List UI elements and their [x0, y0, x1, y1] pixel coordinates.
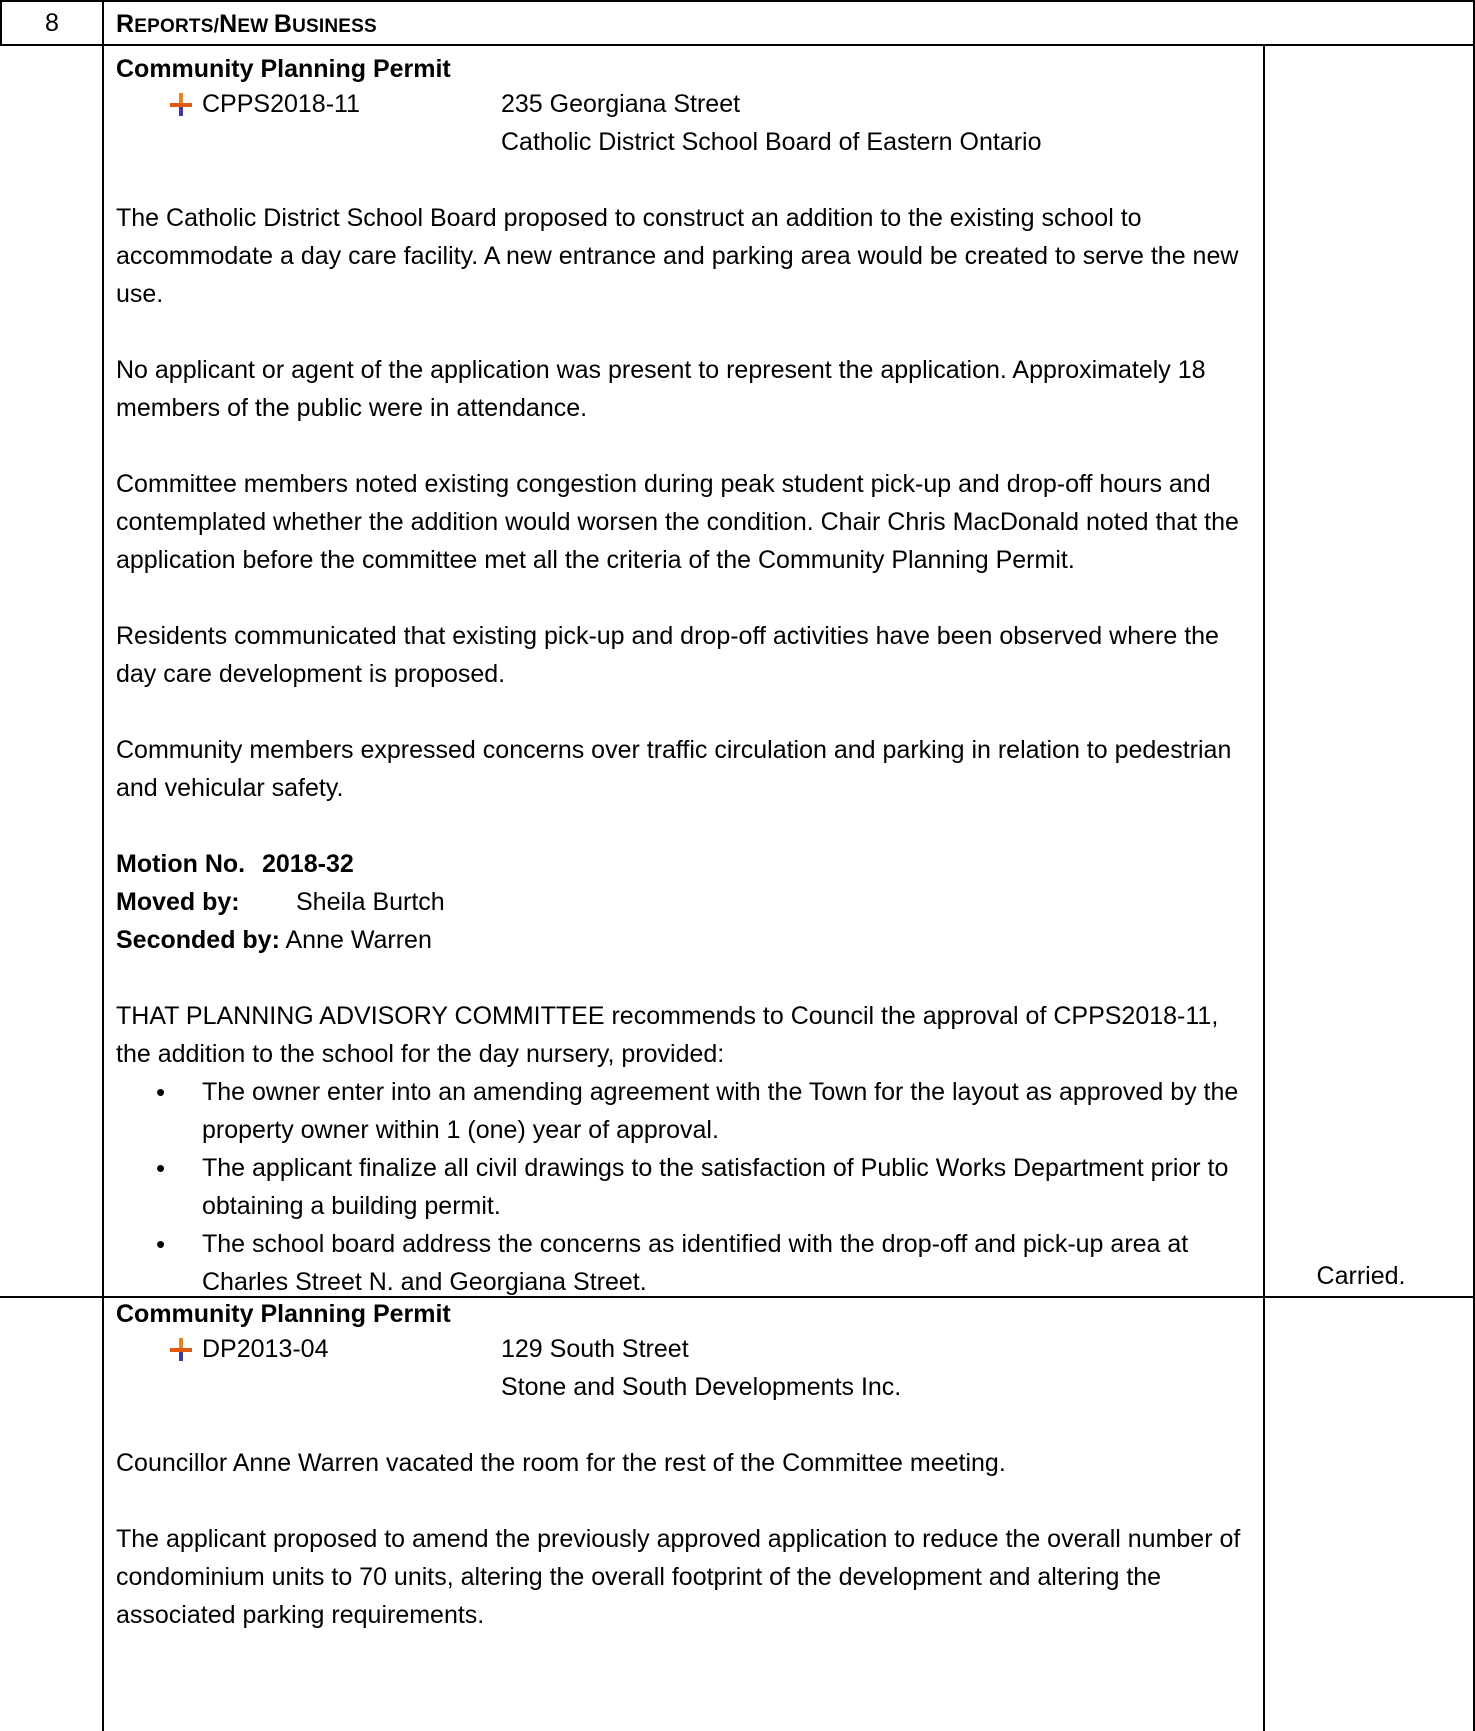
paragraph: Residents communicated that existing pick-up and drop-off activities have been observed where the day care development is proposed. — [116, 622, 1219, 688]
paragraph: Community members expressed concerns over traffic circulation and parking in relation to pedestrian and vehicular safety. — [116, 736, 1232, 802]
motion-number-row: Motion No. 2018-32 — [116, 850, 354, 878]
status-column-rule — [1263, 46, 1265, 1731]
section-title: REPORTS/NEW BUSINESS — [116, 10, 377, 38]
permit-row — [116, 1330, 1251, 1368]
permit-code: CPPS2018-11 — [202, 90, 360, 118]
applicant-row — [116, 123, 1251, 161]
header-bottom-rule — [0, 44, 1475, 46]
agenda-item-cpps2018-11 — [116, 53, 1251, 1301]
agenda-item-dp2013-04 — [116, 1298, 1251, 1634]
paragraph: Committee members noted existing congestion during peak student pick-up and drop-off hours and contemplated whether the addition would worsen the condition. Chair Chris MacDonald noted that the application before the committee met all the criteria of the Community Planning Permit. — [116, 470, 1239, 574]
permit-code: DP2013-04 — [202, 1335, 329, 1363]
resolution-text: THAT PLANNING ADVISORY COMMITTEE recommends to Council the approval of CPPS2018-11, the addition to the school for the day nursery, provided: — [116, 1002, 1219, 1068]
applicant-name: Stone and South Developments Inc. — [501, 1373, 902, 1401]
applicant-name: Catholic District School Board of Eastern Ontario — [501, 128, 1042, 156]
permit-row — [116, 85, 1251, 123]
condition-list — [116, 1073, 1251, 1301]
table-top-rule — [0, 0, 1475, 2]
seconded-by-row: Seconded by: Anne Warren — [116, 926, 432, 954]
motion-block — [116, 845, 1251, 959]
applicant-row — [116, 1368, 1251, 1406]
paragraph: No applicant or agent of the application was present to represent the application. Approximately 18 members of the public were in attendance. — [116, 356, 1206, 422]
thumbtack-icon — [168, 1336, 194, 1362]
list-item: • The school board address the concerns as identified with the drop-off and pick-up area at Charles Street N. and Georgiana Street. — [202, 1225, 1251, 1301]
paragraph: The Catholic District School Board proposed to construct an addition to the existing school to accommodate a day care facility. A new entrance and parking area would be created to serve the new use. — [116, 204, 1239, 308]
paragraph: Councillor Anne Warren vacated the room for the rest of the Committee meeting. — [116, 1449, 1006, 1477]
number-column-rule — [102, 0, 104, 1731]
permit-address: 129 South Street — [501, 1335, 689, 1363]
paragraph: The applicant proposed to amend the previously approved application to reduce the overall number of condominium units to 70 units, altering the overall footprint of the development and altering the associated parking requirements. — [116, 1525, 1241, 1629]
motion-status: Carried. — [1316, 1262, 1406, 1290]
list-item: • The applicant finalize all civil drawings to the satisfaction of Public Works Department prior to obtaining a building permit. — [202, 1149, 1251, 1225]
moved-by-row: Moved by: Sheila Burtch — [116, 888, 445, 916]
permit-address: 235 Georgiana Street — [501, 90, 741, 118]
item-heading: Community Planning Permit — [116, 1300, 451, 1328]
section-number: 8 — [45, 8, 59, 37]
list-item: • The owner enter into an amending agreement with the Town for the layout as approved by the property owner within 1 (one) year of approval. — [202, 1073, 1251, 1149]
thumbtack-icon — [168, 91, 194, 117]
item-heading: Community Planning Permit — [116, 55, 451, 83]
